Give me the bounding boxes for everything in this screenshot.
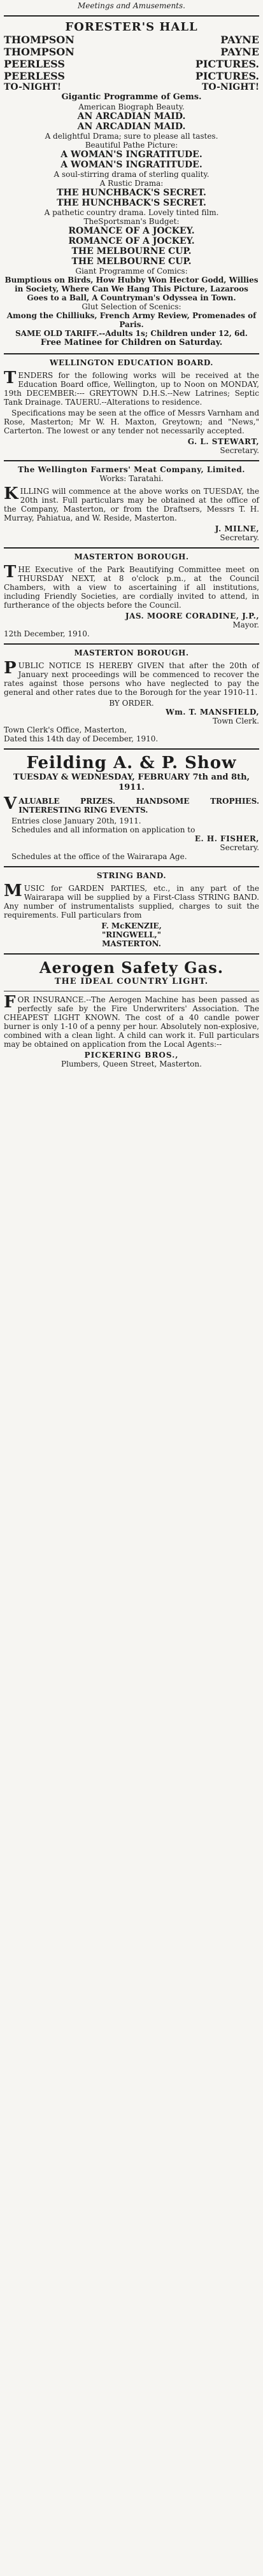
film-title: THE HUNCHBACK'S SECRET. [57, 198, 206, 208]
programme-note: TheSportsman's Budget: [83, 217, 180, 226]
foresters-hall-ad [4, 20, 259, 348]
string-band-ad [4, 871, 259, 948]
signature [4, 612, 259, 620]
billing-row [4, 58, 259, 70]
ad-title: MASTERTON BOROUGH. [74, 552, 189, 561]
ad-body: THE Executive of the Park Beautifying Committee meet on THURSDAY NEXT, at 8 o'clock p.m., at the Council Chambers, with a view to ascertaining if all institutions, including Friendly Societies, are cordially invited to attend, in furtherance of the objects before the Council. [4, 563, 259, 610]
programme-note: A pathetic country drama. Lovely tinted film. [44, 208, 219, 217]
film-title: AN ARCADIAN MAID. [77, 111, 186, 122]
film-title: ROMANCE OF A JOCKEY. [68, 226, 195, 236]
ad-office: Town Clerk's Office, Masterton, [4, 725, 127, 734]
billing-row [4, 70, 259, 82]
programme-note: American Biograph Beauty. [78, 102, 185, 111]
ad-body: KILLING will commence at the above works on TUESDAY, the 20th inst. Full particulars may be obtained at the office of the Company, Masterton, or from the Draftsers, Messrs T. H. Murray, Pahiatua, and W. Reside, Masterton. [4, 484, 259, 522]
divider [4, 460, 259, 461]
comics-list: Bumptious on Birds, How Hubby Won Hector Godd, Willies in Society, Where Can We Hang This Picture, Lazaroos Goes to a Ball, A Countryman's Odyssea in Town. [4, 276, 259, 302]
signature-role: Secretary. [220, 446, 259, 455]
feilding-show-ad [4, 753, 259, 861]
ad-body: VALUABLE PRIZES. HANDSOME TROPHIES. INTERESTING RING EVENTS. [4, 794, 259, 815]
signature-role: Mayor. [232, 620, 259, 629]
divider [4, 15, 259, 17]
ad-subtitle: THE IDEAL COUNTRY LIGHT. [54, 977, 209, 986]
ad-body: PUBLIC NOTICE IS HEREBY GIVEN that after the 20th of January next proceedings will be commenced to recover the rates against those persons who have neglected to pay the general and other rates due to the Borough for the year 1910-11. [4, 659, 259, 697]
contact-name: F. McKENZIE, [101, 921, 162, 930]
agent-address: Plumbers, Queen Street, Masterton. [61, 1060, 202, 1068]
matinee-line: Free Matinee for Children on Saturday. [40, 338, 223, 347]
signature-role: Secretary. [220, 843, 259, 852]
signature-role: Town Clerk. [212, 717, 259, 725]
contact-town: MASTERTON. [102, 939, 161, 948]
billing-row [4, 46, 259, 58]
signature-name: G. L. STEWART, [187, 437, 259, 446]
tonight-left: TO-NIGHT! [4, 82, 62, 92]
billing-left: THOMPSON [4, 34, 75, 46]
film-title: A WOMAN'S INGRATITUDE. [60, 160, 203, 170]
entries-line: Entries close January 20th, 1911. [11, 816, 141, 825]
ad-date: 12th December, 1910. [4, 629, 90, 638]
farmers-meat-ad [4, 465, 259, 542]
signature [4, 437, 259, 446]
signature [4, 524, 259, 533]
signature-name: E. H. FISHER, [194, 834, 259, 843]
schedules-line: Schedules and all information on application to [11, 825, 195, 834]
programme-note: Glut Selection of Scenics: [82, 302, 181, 311]
ad-date: Dated this 14th day of December, 1910. [4, 734, 159, 743]
ad-column [0, 0, 263, 1068]
tonight-right: TO-NIGHT! [201, 82, 259, 92]
billing-left: PEERLESS [4, 70, 65, 82]
ad-title: WELLINGTON EDUCATION BOARD. [50, 358, 213, 367]
scenics-list: Among the Chilliuks, French Army Review, Promenades of Paris. [6, 311, 257, 329]
programme-note: A delightful Drama; sure to please all tastes. [45, 132, 218, 141]
ad-title: MASTERTON BOROUGH. [74, 648, 189, 657]
borough-park-ad [4, 552, 259, 638]
programme-note: A Rustic Drama: [99, 179, 164, 188]
billing-left: THOMPSON [4, 46, 75, 58]
divider [4, 953, 259, 955]
borough-rates-ad [4, 648, 259, 743]
divider [4, 866, 259, 867]
divider [4, 547, 259, 549]
signature-name: J. MILNE, [215, 524, 259, 533]
signature-role: Secretary. [220, 533, 259, 542]
contact-house: "RINGWELL," [102, 930, 161, 939]
divider [4, 353, 259, 354]
ad-body: Specifications may be seen at the office of Messrs Varnham and Rose, Masterton; Mr W. H. Maxton, Greytown; and "News," Carterton. The lowest or any tender not necessarily accepted. [4, 409, 259, 435]
ad-title: Aerogen Safety Gas. [39, 958, 224, 977]
signature [4, 834, 259, 843]
film-title: THE HUNCHBACK'S SECRET. [57, 188, 206, 198]
education-board-ad [4, 358, 259, 455]
ad-title: STRING BAND. [96, 871, 167, 880]
film-title: AN ARCADIAN MAID. [77, 122, 186, 132]
billing-row [4, 34, 259, 46]
tariff-line: SAME OLD TARIFF.--Adults 1s; Children under 12, 6d. [15, 329, 248, 338]
show-dates: TUESDAY & WEDNESDAY, FEBRUARY 7th and 8th, 1911. [13, 773, 250, 792]
programme-note: A soul-stirring drama of sterling quality. [53, 170, 210, 179]
divider [4, 643, 259, 645]
hall-title: FORESTER'S HALL [65, 20, 198, 34]
office-line: Schedules at the office of the Wairarapa Age. [11, 852, 187, 861]
programme-note: Beautiful Pathe Picture: [85, 141, 178, 150]
programme-note: Giant Programme of Comics: [75, 267, 188, 276]
billing-right: PICTURES. [195, 58, 259, 70]
signature-name: Wm. T. MANSFIELD, [166, 708, 259, 717]
ad-title: The Wellington Farmers' Meat Company, Limited. [18, 465, 245, 474]
film-title: A WOMAN'S INGRATITUDE. [60, 150, 203, 160]
film-title: THE MELBOURNE CUP. [71, 246, 192, 256]
ad-body: FOR INSURANCE.--The Aerogen Machine has been passed as perfectly safe by the Fire Underwriters' Association. The CHEAPEST LIGHT KNOWN. The cost of a 40 candle power burner is only 1-10 of a penny per hour. Absolutely non-explosive, combined with a clean light. A child can work it. Full particulars may be obtained on application from the Local Agents:-- [4, 993, 259, 1049]
tonight-row [4, 82, 259, 92]
aerogen-ad [4, 958, 259, 1068]
signature [4, 708, 259, 717]
agent-name: PICKERING BROS., [84, 1051, 179, 1060]
ad-body: MUSIC for GARDEN PARTIES, etc., in any part of the Wairarapa will be supplied by a First-Class STRING BAND. Any number of instrumentalists supplied, charges to suit the requirements. Full particulars from [4, 881, 259, 920]
ad-body: TENDERS for the following works will be received at the Education Board office, Wellington, up to Noon on MONDAY, 19th DECEMBER:--- GREYTOWN D.H.S.--New Latrines; Septic Tank Drainage. TAUERU.--Alterations to residence. [4, 368, 259, 407]
signature-name: JAS. MOORE CORADINE, J.P., [125, 612, 259, 620]
by-order: BY ORDER. [109, 699, 154, 708]
ad-title: Feilding A. & P. Show [26, 753, 237, 773]
film-title: THE MELBOURNE CUP. [71, 256, 192, 267]
programme-line: Gigantic Programme of Gems. [61, 92, 202, 102]
billing-left: PEERLESS [4, 58, 65, 70]
divider [4, 748, 259, 750]
billing-right: PAYNE [220, 34, 259, 46]
section-heading: Meetings and Amusements. [78, 1, 185, 10]
billing-right: PAYNE [220, 46, 259, 58]
billing-right: PICTURES. [195, 70, 259, 82]
ad-subtitle: Works: Taratahi. [99, 474, 164, 483]
film-title: ROMANCE OF A JOCKEY. [68, 236, 195, 246]
